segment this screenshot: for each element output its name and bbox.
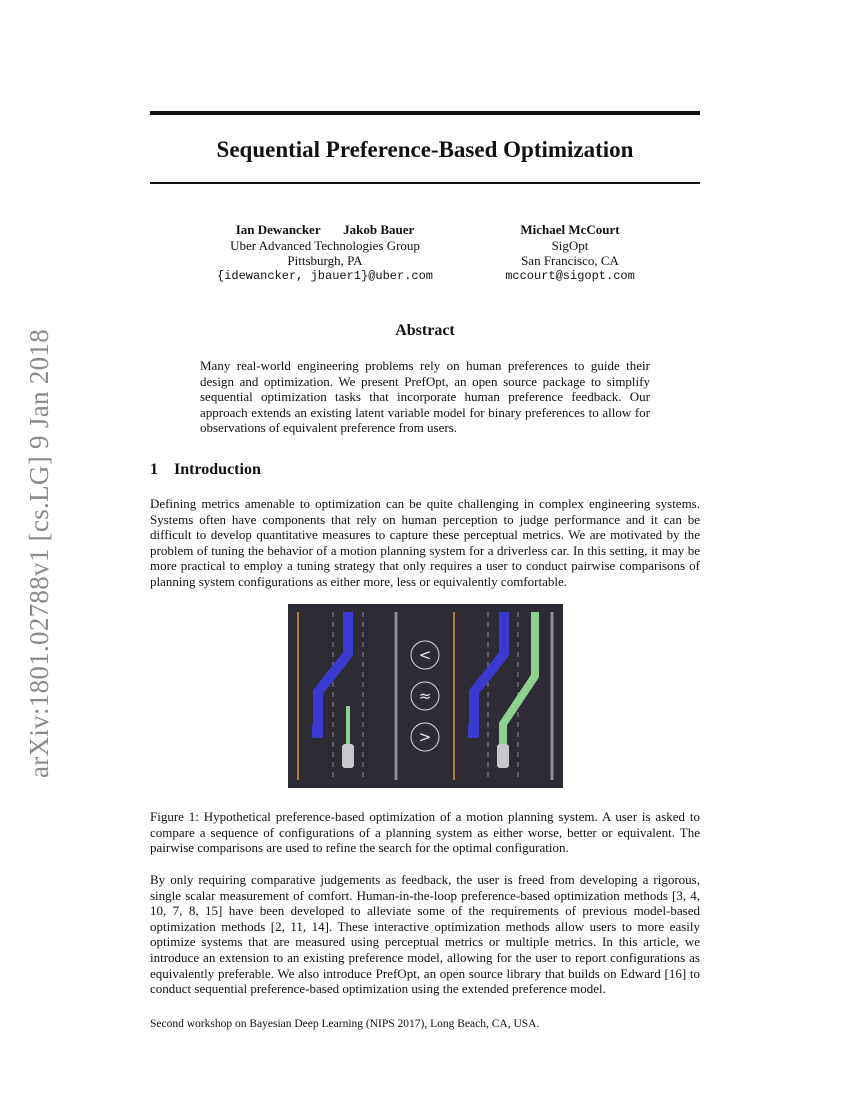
equivalent-symbol: ≈ [418,687,432,705]
blue-car-left [312,724,323,738]
author-names-right: Michael McCourt [520,222,620,237]
author-affiliation-left: Uber Advanced Technologies Group [230,237,420,253]
author-affiliation-right: SigOpt [551,237,589,253]
author-email-right: mccourt@sigopt.com [505,268,635,283]
figure-illustration [288,604,563,788]
section-heading [150,461,261,479]
blue-car-right [468,724,479,738]
figure-motion-planning [288,604,563,788]
author-block-right [490,222,650,284]
worse-symbol: < [418,646,432,664]
paper-title: Sequential Preference-Based Optimization [216,137,634,162]
better-symbol: > [418,728,432,746]
car-icon-left [342,744,354,768]
arxiv-stamp [22,300,62,780]
author-location-left: Pittsburgh, PA [287,253,363,268]
abstract-text: Many real-world engineering problems rely on human preferences to guide their design and optimization. We present PrefOpt, an open source package to simplify sequential optimization tasks that incorporate human preference feedback. Our approach extends an existing latent variable model for binary preferences to allow for observations of equivalent preference from users. [200,358,650,436]
author-block-left [205,222,445,284]
car-icon-right [497,744,509,768]
section-number: 1 [150,461,158,478]
figure-caption: Figure 1: Hypothetical preference-based optimization of a motion planning system. A user is asked to compare a sequence of configurations of a planning system as either worse, better or equivalent. The pairwise comparisons are used to refine the search for the optimal configuration. [150,809,700,856]
intro-paragraph-1: Defining metrics amenable to optimization can be quite challenging in complex engineering systems. Systems often have components that rely on human perception to judge performance and it can be difficult to develop quantitative measures to capture these perceptual metrics. We are motivated by the problem of tuning the behavior of a motion planning system for a driverless car. In this setting, it may be more practical to employ a tuning strategy that only requires a user to conduct pairwise comparisons of planning system configurations as either more, less or equivalently comfortable. [150,496,700,589]
author-names-left: Ian Dewancker Jakob Bauer [235,222,415,237]
author-location-right: San Francisco, CA [521,253,619,268]
blue-trajectory-right [474,612,504,734]
author-email-left: {idewancker, jbauer1}@uber.com [216,268,434,283]
intro-paragraph-2: By only requiring comparative judgements as feedback, the user is freed from developing a rigorous, single scalar measurement of comfort. Human-in-the-loop preference-based optimization methods [3, 4, 10, 7, 8, 15] have been developed to alleviate some of the requirements of previous model-based optimization methods [2, 11, 14]. These interactive optimization methods allow users to more easily optimize systems that are measured using perceptual metrics or multiple metrics. In this article, we introduce an extension to an existing preference model, allowing for the user to report configurations as equivalently preferable. We also introduce PrefOpt, an open source library that builds on Edward [16] to conduct sequential preference-based optimization using the extended preference model. [150,872,700,997]
abstract-heading: Abstract [395,322,455,339]
footer-note: Second workshop on Bayesian Deep Learning (NIPS 2017), Long Beach, CA, USA. [150,1018,540,1030]
arxiv-id: arXiv:1801.02788v1 [cs.LG] 9 Jan 2018 [24,328,54,778]
top-rule [150,111,700,115]
title-rule [150,182,700,184]
section-title: Introduction [174,461,261,478]
